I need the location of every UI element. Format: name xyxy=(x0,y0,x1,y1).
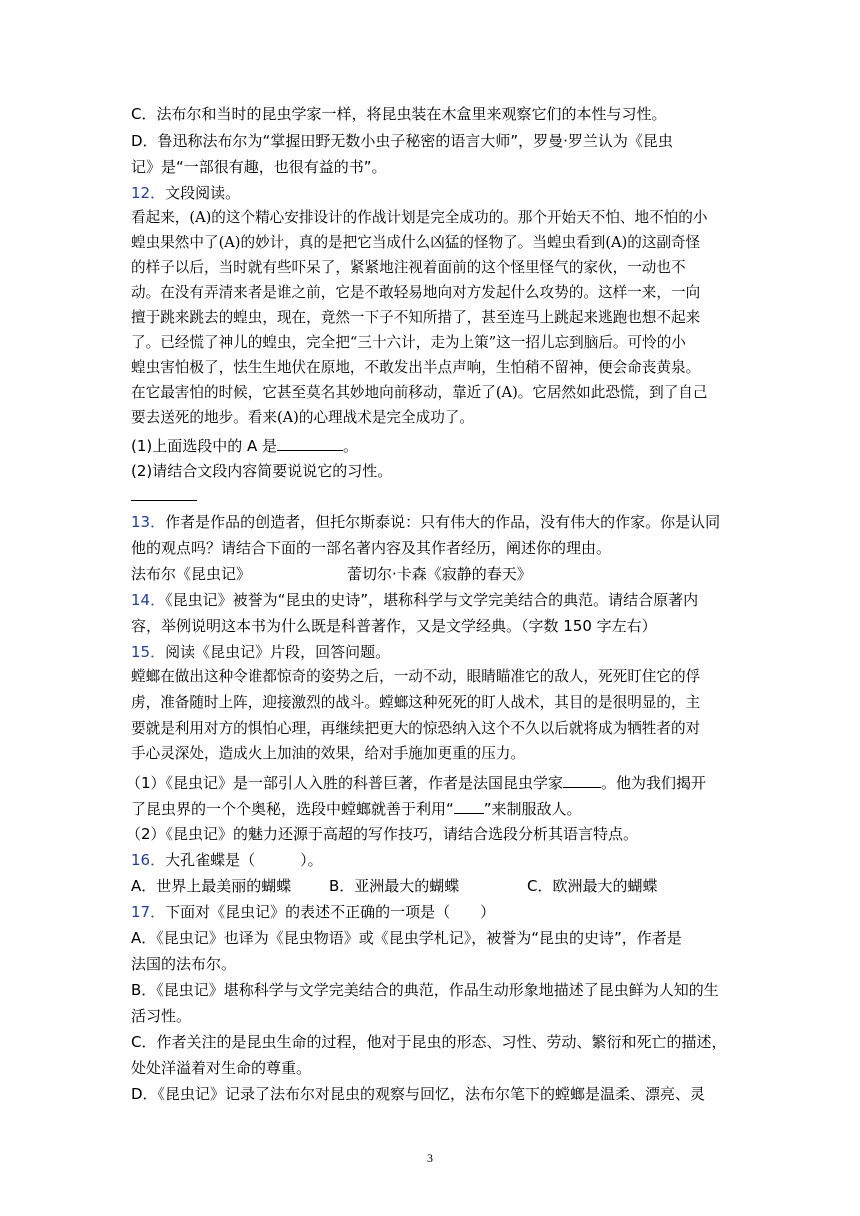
q17-stem-text: 下面对《昆虫记》的表述不正确的一项是（ ） xyxy=(165,903,496,921)
q11-option-d-line2: 记》是“一部很有趣，也很有益的书”。 xyxy=(131,158,387,176)
q15-sub1-line1 xyxy=(126,771,706,794)
q17-stem xyxy=(131,901,495,923)
q15-number: 15． xyxy=(131,643,166,661)
q11-option-c: C．法布尔和当时的昆虫学家一样，将昆虫装在木盒里来观察它们的本性与习性。 xyxy=(131,105,667,123)
q15-sub1-line2-end: ”来制服敌人。 xyxy=(483,800,582,818)
q12-sub2: (2)请结合文段内容简要说说它的习性。 xyxy=(131,462,393,480)
q16-option-c[interactable]: C．欧洲最大的蝴蝶 xyxy=(527,877,658,895)
q16-option-a[interactable]: A．世界上最美丽的蝴蝶 xyxy=(131,877,292,895)
q12-sub1-end: 。 xyxy=(343,437,359,455)
q12-passage-line: 蝗虫害怕极了，怯生生地伏在原地，不敢发出半点声响，生怕稍不留神，便会命丧黄泉。 xyxy=(131,359,701,376)
q12-passage-line: 动。在没有弄清来者是谁之前，它是不敢轻易地向对方发起什么攻势的。这样一来，一向 xyxy=(131,284,701,301)
q17-number: 17． xyxy=(131,903,166,921)
q17-option-b-line2: 活习性。 xyxy=(131,1007,192,1025)
q15-title: 阅读《昆虫记》片段，回答问题。 xyxy=(165,643,391,661)
q13-line1 xyxy=(131,511,720,533)
q17-option-b-line1[interactable]: B．《昆虫记》堪称科学与文学完美结合的典范，作品生动形象地描述了昆虫鲜为人知的生 xyxy=(131,981,719,999)
page-number: 3 xyxy=(427,1151,433,1165)
q12-passage-line: 的样子以后，当时就有些吓呆了，紧紧地注视着面前的这个怪里怪气的家伙，一动也不 xyxy=(131,259,686,276)
q15-heading xyxy=(131,641,390,663)
q15-passage-line: 手心灵深处，造成火上加油的效果，给对手施加更重的压力。 xyxy=(131,745,526,762)
q14-text: 《昆虫记》被誉为“昆虫的史诗”，堪称科学与文学完美结合的典范。请结合原著内 xyxy=(165,591,699,609)
q15-sub1-text-end: 。他为我们揭开 xyxy=(601,774,707,792)
q13-books xyxy=(131,563,532,585)
q15-sub1-line2 xyxy=(131,797,582,820)
q12-passage-line: 蝗虫果然中了(A)的妙计，真的是把它当成什么凶猛的怪物了。当蝗虫看到(A)的这副奇怪 xyxy=(131,234,701,251)
q12-passage-line: 看起来，(A)的这个精心安排设计的作战计划是完全成功的。那个开始天不怕、地不怕的小 xyxy=(131,209,708,226)
q15-sub1-line2-text: 了昆虫界的一个个奥秘，选段中螳螂就善于利用“ xyxy=(131,800,454,818)
q12-sub1 xyxy=(131,434,358,457)
q17-option-a-line1[interactable]: A．《昆虫记》也译为《昆虫物语》或《昆虫学札记》，被誉为“昆虫的史诗”，作者是 xyxy=(131,929,682,947)
q14-line2: 容，举例说明这本书为什么既是科普著作，又是文学经典。（字数 150 字左右） xyxy=(131,617,657,635)
q12-sub2-answer-blank[interactable] xyxy=(131,500,197,501)
q12-number: 12． xyxy=(131,184,166,202)
q15-passage-line: 螳螂在做出这种令谁都惊奇的姿势之后，一动不动，眼睛瞄准它的敌人，死死盯住它的俘 xyxy=(131,668,701,685)
q12-heading xyxy=(131,182,240,204)
q12-passage-line: 擅于跳来跳去的蝗虫，现在，竟然一下子不知所措了，甚至连马上跳起来逃跑也想不起来 xyxy=(131,309,701,326)
q15-passage-line: 虏，准备随时上阵，迎接激烈的战斗。螳螂这种死死的盯人战术，其目的是很明显的，主 xyxy=(131,694,701,711)
q12-sub1-answer-blank[interactable] xyxy=(277,434,343,451)
q15-passage-line: 要就是利用对方的惧怕心理，再继续把更大的惊恐纳入这个不久以后就将成为牺牲者的对 xyxy=(131,720,701,737)
q15-sub2: （2）《昆虫记》的魅力还源于高超的写作技巧，请结合选段分析其语言特点。 xyxy=(126,825,639,843)
q12-passage-line: 在它最害怕的时候，它甚至莫名其妙地向前移动，靠近了(A)。它居然如此恐慌，到了自己 xyxy=(131,384,708,401)
q13-line2: 他的观点吗？请结合下面的一部名著内容及其作者经历，阐述你的理由。 xyxy=(131,539,612,557)
q15-author-blank[interactable] xyxy=(563,771,601,788)
q16-number: 16． xyxy=(131,851,166,869)
q16-stem-text: 大孔雀蝶是（ ）。 xyxy=(165,851,323,869)
q13-number: 13． xyxy=(131,513,166,531)
q16-option-b[interactable]: B．亚洲最大的蝴蝶 xyxy=(329,877,460,895)
q15-sub1-text: （1）《昆虫记》是一部引人入胜的科普巨著，作者是法国昆虫学家 xyxy=(126,774,564,792)
q12-passage-line: 要去送死的地步。看来(A)的心理战术是完全成功了。 xyxy=(131,409,474,426)
q17-option-c-line2: 处处洋溢着对生命的尊重。 xyxy=(131,1059,312,1077)
q12-title: 文段阅读。 xyxy=(165,184,241,202)
q13-book1: 法布尔《昆虫记》 xyxy=(131,565,252,583)
q15-tactic-blank[interactable] xyxy=(454,797,484,814)
q13-book2: 蕾切尔·卡森《寂静的春天》 xyxy=(347,565,532,583)
q13-text: 作者是作品的创造者，但托尔斯泰说：只有伟大的作品，没有伟大的作家。你是认同 xyxy=(165,513,721,531)
q14-number: 14． xyxy=(131,591,166,609)
q16-stem xyxy=(131,849,323,871)
q17-option-a-line2: 法国的法布尔。 xyxy=(131,955,237,973)
q12-passage-line: 了。已经慌了神儿的蝗虫，完全把“三十六计，走为上策”这一招儿忘到脑后。可怜的小 xyxy=(131,334,686,351)
q14-line1 xyxy=(131,589,698,611)
q17-option-c-line1[interactable]: C．作者关注的是昆虫生命的过程，他对于昆虫的形态、习性、劳动、繁衍和死亡的描述， xyxy=(131,1033,727,1051)
q11-option-d-line1: D．鲁迅称法布尔为“掌握田野无数小虫子秘密的语言大师”，罗曼·罗兰认为《昆虫 xyxy=(131,132,673,150)
q17-option-d-line1[interactable]: D．《昆虫记》记录了法布尔对昆虫的观察与回忆，法布尔笔下的螳螂是温柔、漂亮、灵 xyxy=(131,1085,706,1103)
q16-options xyxy=(131,875,657,897)
q12-sub1-text: (1)上面选段中的 A 是 xyxy=(131,437,278,455)
